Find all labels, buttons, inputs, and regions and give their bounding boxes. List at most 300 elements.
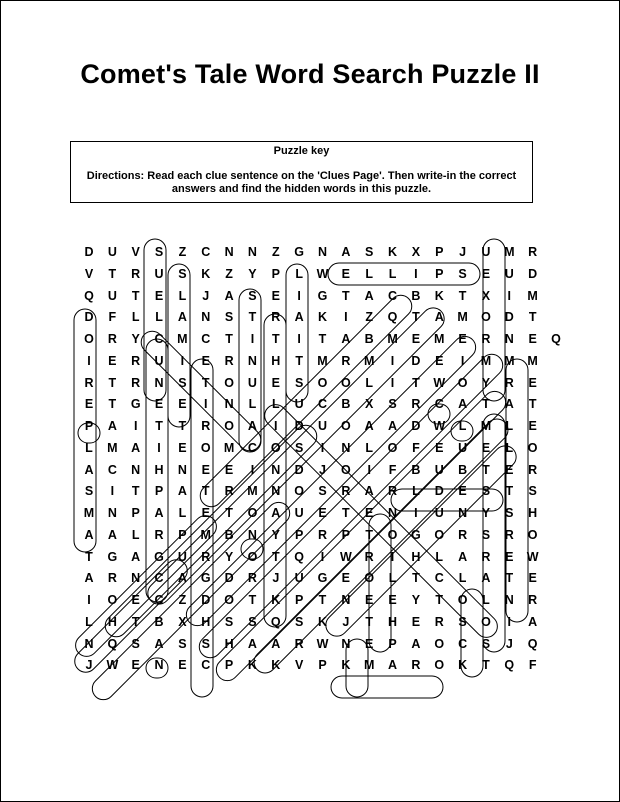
grid-letter: H (154, 462, 164, 477)
grid-letter: C (388, 288, 398, 303)
grid-letter: N (247, 245, 257, 259)
grid-letter: T (528, 310, 537, 325)
grid-letter: E (108, 353, 117, 368)
grid-letter: P (178, 527, 187, 542)
grid-letter: W (433, 375, 446, 390)
grid-letter: N (504, 593, 514, 607)
grid-letter: T (505, 571, 514, 586)
grid-letter: A (364, 288, 374, 303)
grid-letter: E (411, 332, 421, 346)
grid-letter: O (224, 593, 234, 607)
grid-letter: L (178, 288, 187, 303)
grid-letter: T (248, 593, 257, 607)
grid-letter: Y (224, 549, 234, 564)
grid-letter: N (177, 462, 187, 477)
answer-loop (506, 359, 528, 622)
grid-letter: R (154, 527, 164, 542)
letter-grid (1, 1, 620, 802)
grid-letter: M (83, 506, 95, 520)
grid-letter: T (131, 614, 140, 629)
grid-letter: K (271, 593, 281, 607)
answer-loop (428, 404, 450, 424)
grid-letter: A (247, 636, 257, 651)
grid-letter: O (434, 636, 445, 651)
grid-letter: M (504, 245, 515, 259)
grid-letter: T (412, 310, 420, 325)
grid-letter: N (247, 353, 257, 368)
grid-letter: R (388, 484, 398, 499)
grid-letter: T (178, 419, 187, 433)
grid-letter: S (224, 614, 234, 629)
grid-letter: L (85, 440, 93, 455)
answer-loop (144, 239, 166, 401)
grid-letter: U (294, 506, 304, 520)
grid-letter: N (201, 310, 211, 325)
answer-loop (191, 359, 213, 697)
grid-letter: O (224, 375, 234, 390)
grid-letter: S (154, 245, 164, 259)
grid-letter: R (481, 332, 491, 346)
grid-letter: L (131, 527, 140, 542)
answer-loop (196, 288, 417, 512)
grid-letter: T (201, 484, 210, 499)
grid-letter: J (459, 245, 467, 259)
grid-letter: O (340, 419, 351, 433)
grid-letter: L (178, 506, 187, 520)
grid-letter: M (527, 353, 538, 368)
grid-letter: P (435, 245, 444, 259)
grid-letter: O (387, 527, 398, 542)
grid-letter: E (365, 506, 374, 520)
grid-letter: S (458, 614, 467, 629)
grid-letter: L (155, 310, 163, 325)
grid-letter: B (154, 614, 164, 629)
grid-letter: M (480, 353, 492, 368)
grid-letter: A (434, 310, 444, 325)
answer-loop (321, 441, 520, 640)
grid-letter: A (154, 636, 164, 651)
grid-letter: L (295, 266, 303, 281)
grid-letter: R (201, 549, 211, 564)
grid-letter: L (412, 484, 420, 499)
grid-letter: E (201, 462, 210, 477)
grid-letter: I (87, 593, 91, 607)
grid-letter: G (130, 397, 141, 412)
grid-letter: A (131, 549, 141, 564)
grid-letter: R (411, 397, 421, 412)
grid-letter: A (224, 288, 234, 303)
grid-letter: I (297, 288, 301, 303)
grid-letter: Q (387, 310, 398, 325)
grid-letter: N (154, 375, 164, 390)
grid-letter: R (131, 353, 141, 368)
grid-letter: A (388, 419, 398, 433)
grid-letter: T (412, 375, 420, 390)
grid-letter: K (271, 658, 281, 673)
grid-letter: A (364, 484, 374, 499)
grid-letter: K (247, 658, 257, 673)
grid-letter: M (434, 332, 445, 346)
grid-letter: W (316, 636, 329, 651)
grid-letter: E (224, 462, 234, 477)
grid-letter: O (247, 549, 258, 564)
grid-letter: C (458, 636, 468, 651)
grid-letter: N (271, 484, 281, 499)
grid-letter: C (247, 440, 257, 455)
grid-letter: T (318, 593, 327, 607)
grid-letter: H (388, 614, 398, 629)
grid-letter: D (84, 245, 94, 259)
grid-letter: S (294, 440, 304, 455)
grid-letter: Q (294, 549, 304, 564)
grid-letter: W (526, 549, 539, 564)
grid-letter: T (131, 484, 140, 499)
grid-letter: P (131, 506, 140, 520)
grid-letter: S (224, 310, 234, 325)
grid-letter: C (434, 571, 444, 586)
grid-letter: O (387, 440, 398, 455)
grid-letter: O (340, 462, 351, 477)
answer-loop (241, 539, 263, 559)
grid-letter: S (294, 614, 304, 629)
grid-letter: K (434, 288, 444, 303)
grid-letter: P (435, 266, 444, 281)
grid-letter: L (248, 397, 257, 412)
grid-letter: R (434, 614, 444, 629)
grid-letter: H (107, 614, 117, 629)
grid-letter: A (84, 527, 94, 542)
grid-letter: C (201, 658, 211, 673)
grid-letter: E (505, 549, 514, 564)
grid-letter: E (435, 353, 444, 368)
grid-letter: T (108, 266, 117, 281)
grid-letter: T (85, 549, 93, 564)
grid-letter: Q (527, 636, 538, 651)
grid-letter: J (272, 571, 280, 586)
grid-letter: O (270, 440, 281, 455)
grid-letter: N (341, 593, 351, 607)
answer-loop (88, 498, 294, 704)
grid-letter: E (341, 571, 351, 586)
grid-letter: E (365, 593, 374, 607)
answer-loop (286, 264, 308, 402)
grid-letter: G (317, 288, 328, 303)
grid-letter: E (341, 266, 351, 281)
grid-letter: S (318, 484, 327, 499)
grid-letter: E (84, 397, 94, 412)
grid-letter: S (201, 636, 210, 651)
grid-letter: Z (365, 310, 373, 325)
grid-letter: G (154, 549, 164, 564)
grid-letter: R (364, 549, 374, 564)
grid-letter: E (481, 440, 491, 455)
grid-letter: M (457, 310, 468, 325)
grid-letter: I (180, 353, 185, 368)
grid-letter: J (505, 636, 513, 651)
grid-letter: I (250, 332, 255, 346)
grid-letter: L (131, 310, 140, 325)
grid-letter: U (434, 462, 444, 477)
grid-letter: U (294, 397, 304, 412)
grid-letter: D (434, 484, 444, 499)
key-heading: Puzzle key (273, 145, 330, 157)
grid-letter: B (411, 462, 421, 477)
grid-letter: P (154, 484, 164, 499)
grid-letter: W (316, 266, 329, 281)
grid-letter: R (528, 462, 538, 477)
grid-letter: A (458, 397, 468, 412)
grid-letter: T (318, 332, 327, 346)
grid-letter: C (201, 332, 211, 346)
grid-letter: E (201, 353, 210, 368)
grid-letter: O (294, 484, 304, 499)
answer-loop (346, 639, 368, 697)
grid-letter: D (294, 419, 304, 433)
answer-loop (483, 414, 505, 652)
grid-letter: O (107, 593, 118, 607)
grid-letter: U (294, 571, 304, 586)
grid-letter: E (435, 440, 444, 455)
grid-letter: J (342, 614, 350, 629)
grid-letter: I (157, 440, 161, 455)
grid-letter: M (223, 440, 235, 455)
grid-letter: R (224, 353, 234, 368)
grid-letter: I (507, 614, 512, 629)
grid-letter: C (317, 397, 328, 412)
grid-letter: B (411, 288, 421, 303)
grid-letter: T (155, 419, 163, 433)
grid-letter: C (154, 332, 164, 346)
answer-loop (137, 327, 266, 456)
answer-loop (143, 303, 448, 608)
grid-letter: J (85, 658, 93, 673)
grid-letter: H (271, 353, 281, 368)
grid-letter: E (154, 288, 164, 303)
grid-letter: I (390, 375, 395, 390)
grid-letter: O (247, 506, 258, 520)
grid-letter: M (387, 332, 398, 346)
grid-letter: X (481, 288, 491, 303)
grid-letter: C (154, 593, 164, 607)
grid-letter: T (295, 353, 303, 368)
grid-letter: L (435, 549, 444, 564)
grid-letter: I (414, 506, 418, 520)
grid-letter: R (271, 310, 281, 325)
grid-letter: P (224, 658, 234, 673)
grid-letter: T (131, 288, 140, 303)
grid-letter: D (224, 571, 234, 586)
grid-letter: X (365, 397, 374, 412)
grid-letter: T (458, 288, 467, 303)
grid-letter: E (131, 658, 140, 673)
grid-letter: N (224, 245, 234, 259)
grid-letter: P (318, 658, 327, 673)
grid-letter: L (365, 266, 373, 281)
answer-loop (212, 387, 510, 685)
grid-letter: A (481, 571, 491, 586)
grid-letter: U (154, 266, 164, 281)
answer-loop (78, 423, 100, 443)
grid-letter: K (341, 658, 351, 673)
answer-loop (168, 264, 190, 427)
grid-letter: E (271, 375, 280, 390)
grid-letter: D (411, 353, 421, 368)
grid-letter: D (84, 310, 94, 325)
grid-letter: W (106, 658, 119, 673)
grid-letter: M (247, 484, 258, 499)
grid-letter: L (505, 440, 514, 455)
grid-letter: R (247, 571, 257, 586)
grid-letter: S (84, 484, 94, 499)
grid-letter: K (458, 658, 468, 673)
grid-letter: R (341, 353, 351, 368)
answer-loop (461, 589, 483, 677)
grid-letter: Q (504, 658, 515, 673)
grid-letter: U (504, 266, 514, 281)
grid-letter: Y (481, 375, 491, 390)
grid-letter: M (504, 353, 515, 368)
grid-letter: R (341, 484, 351, 499)
answer-loops-overlay (1, 1, 620, 802)
grid-letter: V (84, 266, 94, 281)
grid-letter: U (154, 353, 164, 368)
grid-letter: S (365, 245, 374, 259)
grid-letter: M (480, 419, 492, 433)
grid-letter: E (411, 614, 421, 629)
grid-letter: O (434, 527, 445, 542)
answer-loop (483, 239, 505, 401)
grid-letter: N (154, 658, 164, 673)
grid-letter: S (178, 375, 187, 390)
grid-letter: M (317, 353, 328, 368)
grid-letter: O (457, 375, 468, 390)
answer-loop (249, 414, 512, 677)
grid-letter: Z (178, 593, 187, 607)
grid-letter: M (107, 440, 118, 455)
grid-letter: O (481, 310, 491, 325)
grid-letter: R (224, 484, 234, 499)
grid-letter: Z (225, 266, 233, 281)
grid-letter: T (225, 506, 233, 520)
grid-letter: M (177, 332, 188, 346)
grid-letter: A (177, 484, 187, 499)
grid-letter: I (133, 419, 138, 433)
grid-letter: R (411, 658, 421, 673)
grid-letter: A (458, 549, 468, 564)
grid-letter: M (363, 658, 375, 673)
grid-letter: S (481, 527, 491, 542)
grid-letter: L (505, 419, 514, 433)
grid-letter: N (131, 462, 141, 477)
grid-letter: G (317, 571, 328, 586)
grid-letter: T (342, 506, 350, 520)
grid-letter: G (107, 549, 118, 564)
answer-loop (195, 350, 508, 663)
grid-letter: T (225, 332, 233, 346)
answer-loop (264, 314, 286, 627)
grid-letter: K (201, 266, 211, 281)
grid-letter: T (412, 571, 420, 586)
grid-letter: I (367, 462, 371, 477)
grid-letter: H (528, 506, 538, 520)
grid-letter: C (201, 245, 211, 259)
grid-letter: E (365, 636, 374, 651)
grid-letter: T (342, 288, 350, 303)
grid-letter: I (507, 288, 512, 303)
grid-letter: P (271, 266, 280, 281)
grid-letter: G (294, 245, 304, 259)
grid-letter: C (154, 571, 164, 586)
grid-letter: O (481, 614, 491, 629)
grid-letter: H (201, 614, 211, 629)
grid-letter: B (364, 332, 374, 346)
grid-letter: A (84, 571, 94, 586)
grid-letter: N (341, 636, 351, 651)
grid-letter: B (224, 527, 234, 542)
grid-letter: I (320, 440, 325, 455)
grid-letter: R (317, 527, 328, 542)
grid-letter: W (339, 549, 352, 564)
grid-letter: N (271, 462, 281, 477)
grid-letter: O (224, 419, 234, 433)
grid-letter: A (364, 419, 374, 433)
grid-letter: E (131, 593, 140, 607)
grid-letter: M (200, 527, 211, 542)
grid-letter: K (388, 245, 398, 259)
grid-letter: N (131, 571, 141, 586)
grid-letter: T (505, 484, 514, 499)
grid-letter: M (363, 353, 375, 368)
grid-letter: S (248, 614, 257, 629)
grid-letter: A (504, 397, 514, 412)
grid-letter: A (177, 310, 187, 325)
grid-letter: E (481, 266, 491, 281)
grid-letter: E (528, 375, 537, 390)
answer-loop (328, 263, 480, 285)
grid-letter: N (341, 440, 351, 455)
grid-letter: R (528, 245, 538, 259)
grid-letter: S (248, 288, 257, 303)
grid-letter: R (294, 636, 304, 651)
grid-letter: U (317, 419, 328, 433)
grid-letter: A (341, 332, 351, 346)
grid-letter: T (528, 397, 537, 412)
grid-letter: Z (271, 245, 280, 259)
grid-letter: I (87, 353, 91, 368)
grid-letter: I (297, 332, 301, 346)
grid-letter: U (107, 288, 117, 303)
grid-letter: N (84, 636, 94, 651)
grid-letter: I (274, 419, 278, 433)
grid-letter: J (202, 288, 210, 303)
answer-loop (369, 514, 391, 652)
grid-letter: K (317, 614, 328, 629)
answer-loop (146, 339, 168, 602)
grid-letter: U (458, 440, 468, 455)
grid-letter: V (294, 658, 304, 673)
grid-letter: E (528, 419, 537, 433)
grid-letter: U (247, 375, 257, 390)
grid-letter: S (458, 266, 467, 281)
grid-letter: C (434, 397, 444, 412)
grid-letter: T (271, 549, 280, 564)
grid-letter: E (388, 593, 397, 607)
grid-letter: I (204, 397, 208, 412)
grid-letter: O (457, 593, 468, 607)
grid-letter: T (482, 658, 490, 673)
grid-letter: I (414, 266, 418, 281)
grid-letter: A (271, 636, 281, 651)
